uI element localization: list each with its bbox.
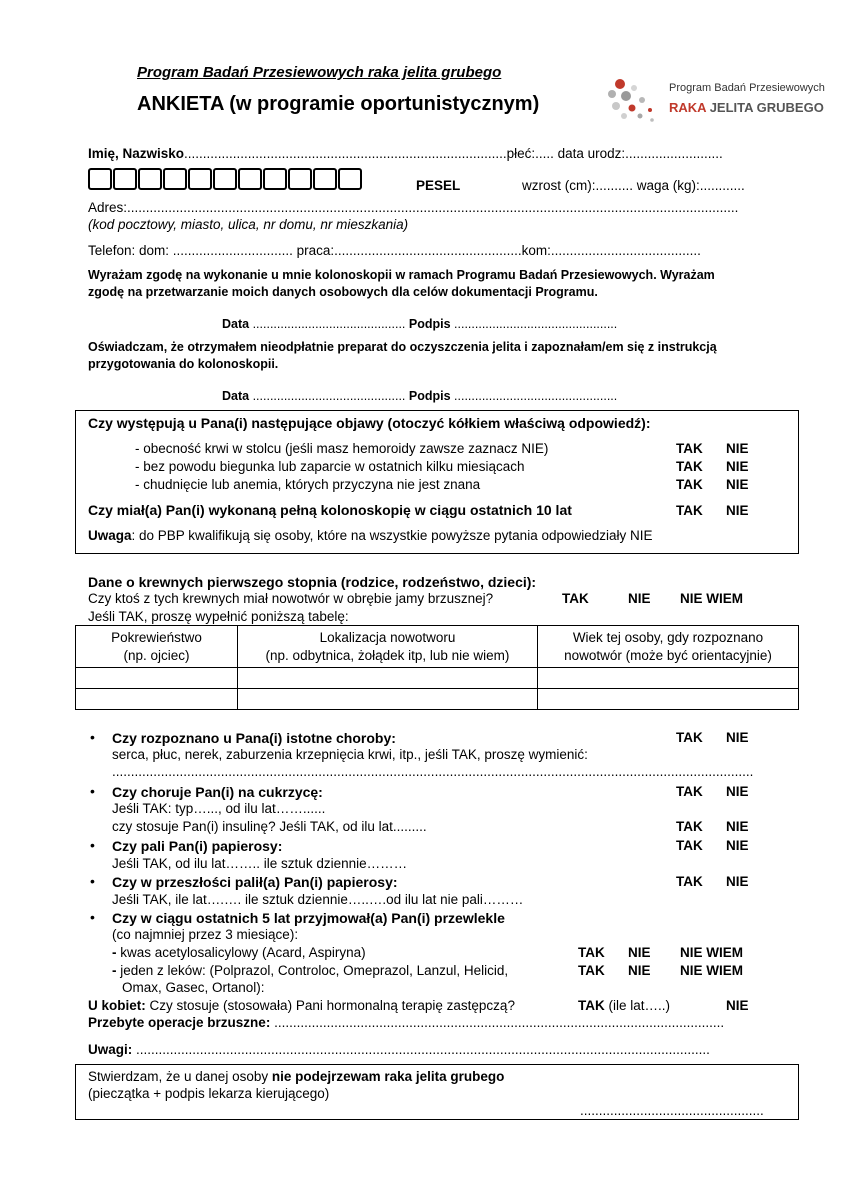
diabetes-no[interactable]: NIE — [726, 784, 749, 799]
table-cell[interactable] — [238, 689, 538, 710]
smoking-yes[interactable]: TAK — [676, 838, 703, 853]
smoking-question: Czy pali Pan(i) papierosy: — [112, 838, 283, 854]
logo-dots-icon — [606, 76, 662, 122]
logo-raka: RAKA — [669, 100, 707, 115]
hrt-question: U kobiet: Czy stosuje (stosowała) Pani hormonalną terapię zastępczą? — [88, 998, 515, 1013]
height-weight-line[interactable]: wzrost (cm):.......... waga (kg):............ — [522, 178, 745, 193]
colonoscopy-yes[interactable]: TAK — [676, 503, 703, 518]
program-subtitle: Program Badań Przesiewowych raka jelita grubego — [137, 64, 502, 81]
note-text: : do PBP kwalifikują się osoby, które na wszystkie powyższe pytania odpowiedziały NIE — [131, 528, 653, 543]
symptoms-heading: Czy występują u Pana(i) następujące objawy (otoczyć kółkiem właściwą odpowiedź): — [88, 415, 651, 431]
table-cell[interactable] — [76, 668, 238, 689]
statement-text-2: przygotowania do kolonoskopii. — [88, 357, 279, 371]
signature-line[interactable]: ............................................... — [454, 317, 618, 331]
pesel-digit-box[interactable] — [138, 168, 162, 190]
aspirin-yes[interactable]: TAK — [578, 945, 605, 960]
hrt-no[interactable]: NIE — [726, 998, 749, 1013]
ppi-dont-know[interactable]: NIE WIEM — [680, 963, 743, 978]
relatives-table — [75, 625, 799, 710]
note-label: Uwaga — [88, 528, 132, 543]
symptom-weightloss-yes[interactable]: TAK — [676, 477, 703, 492]
logo-rest: JELITA GRUBEGO — [709, 100, 824, 115]
insulin-question[interactable]: czy stosuje Pan(i) insulinę? Jeśli TAK, od ilu lat......... — [112, 819, 427, 834]
relatives-table-header — [76, 626, 799, 668]
relatives-instruction: Jeśli TAK, proszę wypełnić poniższą tabelę: — [88, 609, 349, 624]
relatives-no[interactable]: NIE — [628, 591, 651, 606]
ppi-no[interactable]: NIE — [628, 963, 651, 978]
date-label: Data — [222, 389, 250, 403]
table-row[interactable] — [76, 668, 799, 689]
pesel-digit-box[interactable] — [338, 168, 362, 190]
past-smoking-no[interactable]: NIE — [726, 874, 749, 889]
symptom-blood-yes[interactable]: TAK — [676, 441, 703, 456]
signature-label: Podpis — [408, 317, 451, 331]
name-label: Imię, Nazwisko — [88, 146, 185, 161]
address-hint: (kod pocztowy, miasto, ulica, nr domu, nr mieszkania) — [88, 217, 409, 232]
program-logo — [606, 76, 662, 122]
insulin-no[interactable]: NIE — [726, 819, 749, 834]
phone-line[interactable]: Telefon: dom: ................................ praca:..................................................kom:........................................ — [88, 243, 701, 258]
past-smoking-yes[interactable]: TAK — [676, 874, 703, 889]
colonoscopy-no[interactable]: NIE — [726, 503, 749, 518]
pesel-digit-box[interactable] — [288, 168, 312, 190]
qualification-note — [88, 528, 653, 545]
logo-text-bottom — [669, 100, 824, 116]
ppi-yes[interactable]: TAK — [578, 963, 605, 978]
table-cell[interactable] — [76, 689, 238, 710]
table-cell[interactable] — [238, 668, 538, 689]
bullet-past-smoking: • — [90, 873, 95, 889]
bullet-smoking: • — [90, 837, 95, 853]
ppi-item-cont: Omax, Gasec, Ortanol): — [122, 980, 265, 995]
diseases-line[interactable]: ........................................................................................................................................................................... — [112, 764, 754, 779]
hrt-yes[interactable]: TAK (ile lat…..) — [578, 998, 671, 1013]
referral-statement: Stwierdzam, że u danej osoby nie podejrzewam raka jelita grubego — [88, 1069, 505, 1084]
pesel-digit-box[interactable] — [188, 168, 212, 190]
pesel-digit-box[interactable] — [238, 168, 262, 190]
ppi-item: - jeden z leków: (Polprazol, Controloc, Omeprazol, Lanzul, Helicid, — [112, 963, 509, 978]
past-smoking-details-line[interactable]: Jeśli TAK, ile lat….…. ile sztuk dziennie…..….od ilu lat nie pali……… — [112, 892, 524, 907]
col-age-header: Wiek tej osoby, gdy rozpoznano nowotwór (może być orientacyjnie) — [538, 626, 799, 668]
smoking-no[interactable]: NIE — [726, 838, 749, 853]
address-line[interactable]: Adres:................................................................................................................................................................... — [88, 200, 739, 215]
statement-signature-row[interactable] — [222, 389, 617, 405]
date-line[interactable]: ............................................ — [252, 389, 406, 403]
symptom-weightloss-no[interactable]: NIE — [726, 477, 749, 492]
medications-question: Czy w ciągu ostatnich 5 lat przyjmował(a) Pan(i) przewlekle — [112, 910, 505, 926]
signature-line[interactable]: ............................................... — [454, 389, 618, 403]
pesel-digit-box[interactable] — [113, 168, 137, 190]
past-smoking-question: Czy w przeszłości palił(a) Pan(i) papierosy: — [112, 874, 398, 890]
relatives-heading: Dane o krewnych pierwszego stopnia (rodzice, rodzeństwo, dzieci): — [88, 574, 537, 590]
symptom-item-diarrhea: - bez powodu biegunka lub zaparcie w ostatnich kilku miesiącach — [135, 459, 525, 474]
consent-text-2: zgodę na przetwarzanie moich danych osobowych dla celów dokumentacji Programu. — [88, 285, 598, 299]
surgery-row[interactable]: Przebyte operacje brzuszne: ........................................................................................................................ — [88, 1015, 725, 1030]
diabetes-question: Czy choruje Pan(i) na cukrzycę: — [112, 784, 323, 800]
relatives-question: Czy ktoś z tych krewnych miał nowotwór w obrębie jamy brzusznej? — [88, 591, 494, 606]
pesel-digit-box[interactable] — [263, 168, 287, 190]
table-cell[interactable] — [538, 668, 799, 689]
diseases-sub: serca, płuc, nerek, zaburzenia krzepnięcia krwi, itp., jeśli TAK, proszę wymienić: — [112, 747, 588, 762]
referral-stamp-hint: (pieczątka + podpis lekarza kierującego) — [88, 1086, 330, 1101]
symptom-item-weightloss: - chudnięcie lub anemia, których przyczyna nie jest znana — [135, 477, 481, 492]
col-relationship-header: Pokrewieństwo (np. ojciec) — [76, 626, 238, 668]
diseases-question: Czy rozpoznano u Pana(i) istotne choroby: — [112, 730, 396, 746]
colonoscopy-question: Czy miał(a) Pan(i) wykonaną pełną kolonoskopię w ciągu ostatnich 10 lat — [88, 502, 572, 518]
date-line[interactable]: ............................................ — [252, 317, 406, 331]
name-line[interactable]: ......................................................................................płeć:..... data urodz:.......................... — [184, 146, 723, 161]
bullet-diseases: • — [90, 729, 95, 745]
logo-text-top: Program Badań Przesiewowych — [669, 82, 825, 94]
referral-signature-line[interactable]: ................................................. — [580, 1103, 764, 1118]
diabetes-type-line[interactable]: Jeśli TAK: typ…..., od ilu lat……...... — [112, 801, 326, 816]
medications-sub: (co najmniej przez 3 miesiące): — [112, 927, 299, 942]
table-row[interactable] — [76, 689, 799, 710]
name-row — [88, 146, 723, 163]
aspirin-no[interactable]: NIE — [628, 945, 651, 960]
symptom-item-blood: - obecność krwi w stolcu (jeśli masz hemoroidy zawsze zaznacz NIE) — [135, 441, 549, 456]
insulin-yes[interactable]: TAK — [676, 819, 703, 834]
diabetes-yes[interactable]: TAK — [676, 784, 703, 799]
table-cell[interactable] — [538, 689, 799, 710]
col-location-header: Lokalizacja nowotworu (np. odbytnica, żołądek itp, lub nie wiem) — [238, 626, 538, 668]
aspirin-dont-know[interactable]: NIE WIEM — [680, 945, 743, 960]
relatives-dont-know[interactable]: NIE WIEM — [680, 591, 743, 606]
symptom-diarrhea-yes[interactable]: TAK — [676, 459, 703, 474]
pesel-digit-box[interactable] — [88, 168, 112, 190]
pesel-digit-box[interactable] — [313, 168, 337, 190]
bullet-medications: • — [90, 909, 95, 925]
pesel-digit-box[interactable] — [163, 168, 187, 190]
pesel-boxes[interactable] — [88, 168, 363, 190]
diseases-yes[interactable]: TAK — [676, 730, 703, 745]
signature-label: Podpis — [408, 389, 451, 403]
statement-text-1: Oświadczam, że otrzymałem nieodpłatnie preparat do oczyszczenia jelita i zapoznałam/em się z instrukcją — [88, 340, 717, 354]
form-title: ANKIETA (w programie oportunistycznym) — [137, 93, 540, 115]
bullet-diabetes: • — [90, 783, 95, 799]
relatives-yes[interactable]: TAK — [562, 591, 589, 606]
consent-text-1: Wyrażam zgodę na wykonanie u mnie kolonoskopii w ramach Programu Badań Przesiewowych. Wyrażam — [88, 268, 715, 282]
pesel-label: PESEL — [416, 178, 461, 193]
smoking-details-line[interactable]: Jeśli TAK, od ilu lat…….. ile sztuk dziennie……… — [112, 856, 408, 871]
symptom-diarrhea-no[interactable]: NIE — [726, 459, 749, 474]
date-label: Data — [222, 317, 250, 331]
pesel-digit-box[interactable] — [213, 168, 237, 190]
consent-signature-row[interactable] — [222, 317, 617, 333]
aspirin-item: - kwas acetylosalicylowy (Acard, Aspiryna) — [112, 945, 366, 960]
symptom-blood-no[interactable]: NIE — [726, 441, 749, 456]
diseases-no[interactable]: NIE — [726, 730, 749, 745]
remarks-row[interactable]: Uwagi: ......................................................................................................................................................... — [88, 1042, 710, 1057]
